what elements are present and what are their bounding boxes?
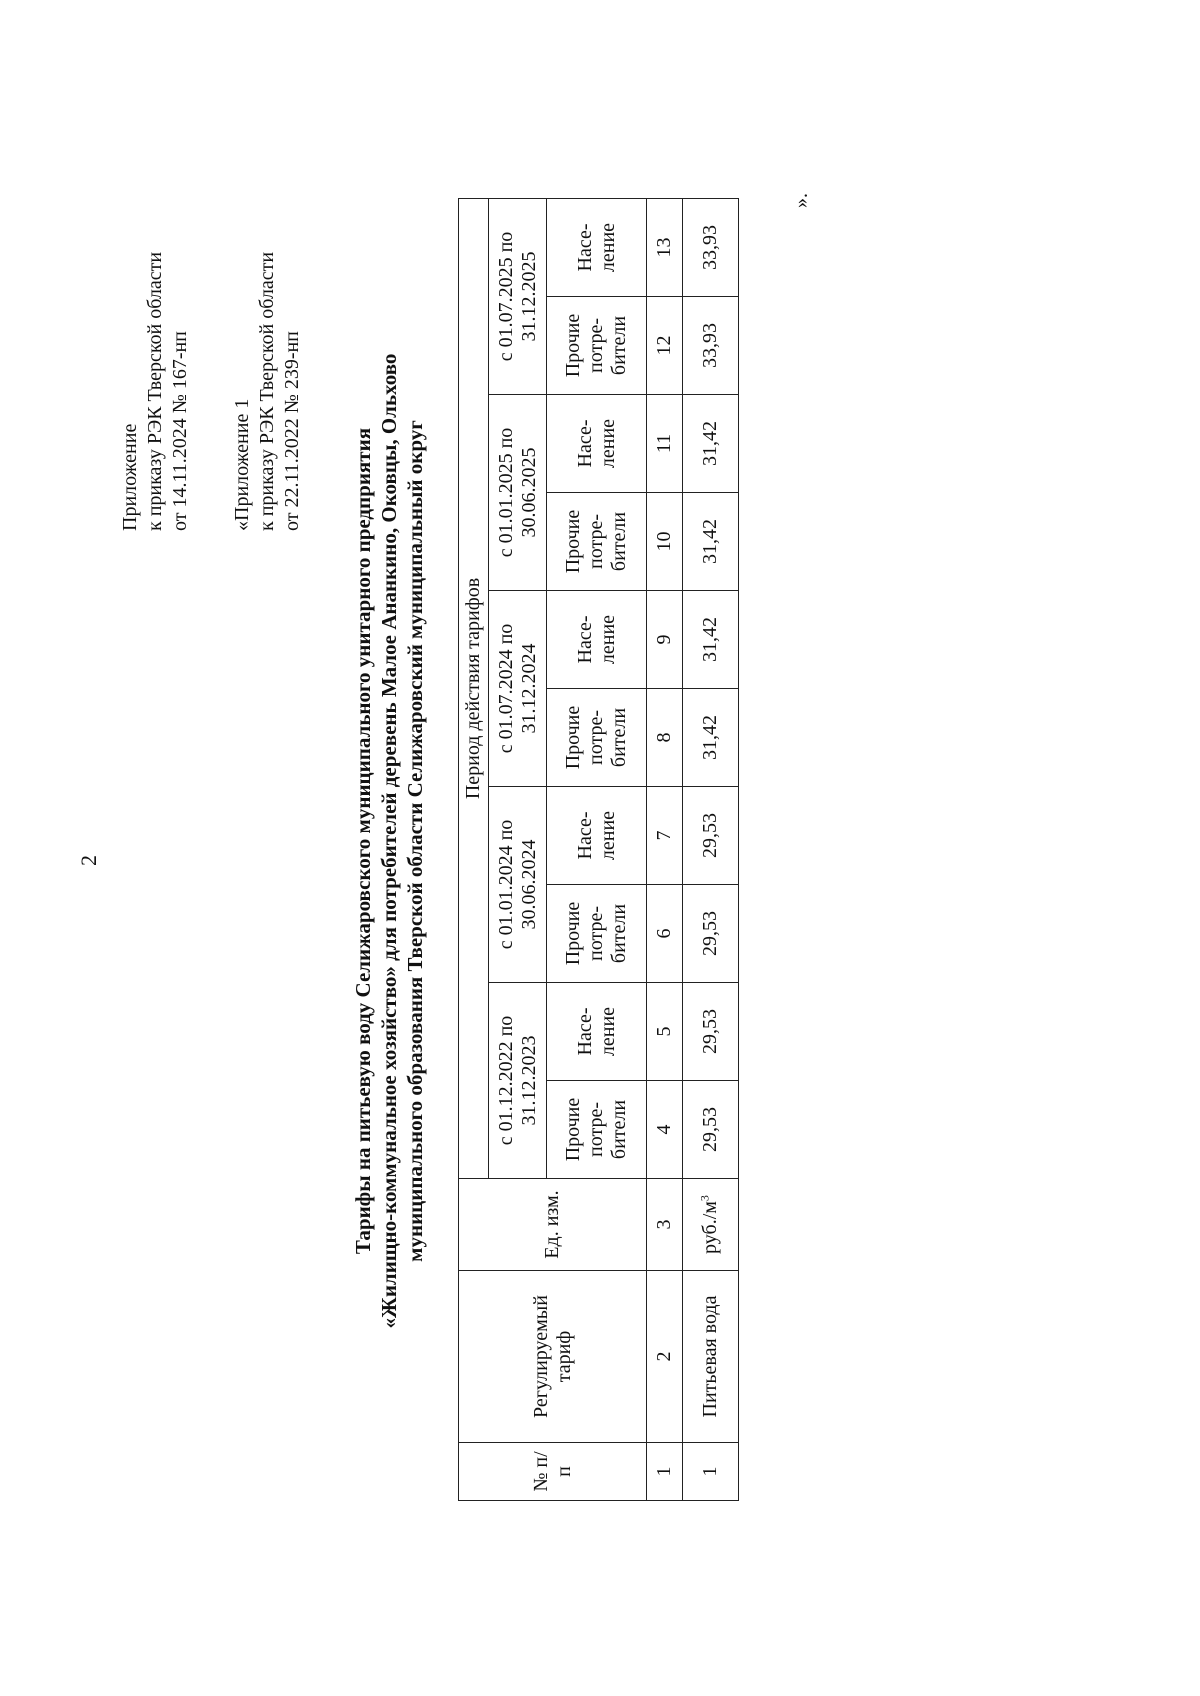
row-tariff: Питьевая вода bbox=[683, 1271, 739, 1443]
column-number: 6 bbox=[647, 885, 683, 983]
column-number: 8 bbox=[647, 689, 683, 787]
category-population: Насе-ление bbox=[547, 787, 647, 885]
tariff-value: 29,53 bbox=[683, 983, 739, 1081]
category-population: Насе-ление bbox=[547, 199, 647, 297]
appendix-line: от 22.11.2022 № 239-нп bbox=[281, 331, 303, 531]
table-row bbox=[683, 199, 739, 1501]
column-number: 1 bbox=[647, 1443, 683, 1501]
appendix-line: к приказу РЭК Тверской области bbox=[256, 251, 278, 531]
title-line: Тарифы на питьевую воду Селижаровского муниципального унитарного предприятия bbox=[351, 427, 375, 1255]
header-tariff: Регулируемый тариф bbox=[459, 1271, 647, 1443]
title-line: муниципального образования Тверской области Селижаровский муниципальный округ bbox=[403, 420, 427, 1262]
tariff-value: 33,93 bbox=[683, 297, 739, 395]
appendix-line: к приказу РЭК Тверской области bbox=[144, 251, 166, 531]
category-population: Насе-ление bbox=[547, 591, 647, 689]
column-number: 10 bbox=[647, 493, 683, 591]
appendix-line: от 14.11.2024 № 167-нп bbox=[169, 331, 191, 531]
unit-superscript: 3 bbox=[697, 1195, 712, 1202]
column-number: 9 bbox=[647, 591, 683, 689]
tariff-value: 29,53 bbox=[683, 885, 739, 983]
row-no: 1 bbox=[683, 1443, 739, 1501]
header-no: № п/п bbox=[459, 1443, 647, 1501]
appendix-header bbox=[118, 252, 193, 531]
column-number: 3 bbox=[647, 1179, 683, 1271]
row-unit bbox=[683, 1179, 739, 1271]
column-number: 7 bbox=[647, 787, 683, 885]
period-cell: с 01.01.2025 по 30.06.2025 bbox=[489, 395, 547, 591]
tariff-value: 33,93 bbox=[683, 199, 739, 297]
unit-text: руб./м bbox=[699, 1201, 721, 1254]
category-population: Насе-ление bbox=[547, 395, 647, 493]
category-other: Прочие потре-бители bbox=[547, 493, 647, 591]
category-other: Прочие потре-бители bbox=[547, 689, 647, 787]
category-other: Прочие потре-бители bbox=[547, 297, 647, 395]
period-cell: с 01.07.2025 по 31.12.2025 bbox=[489, 199, 547, 395]
tariff-value: 29,53 bbox=[683, 1081, 739, 1179]
category-other: Прочие потре-бители bbox=[547, 885, 647, 983]
column-number: 2 bbox=[647, 1271, 683, 1443]
period-cell: с 01.12.2022 по 31.12.2023 bbox=[489, 983, 547, 1179]
tariff-value: 29,53 bbox=[683, 787, 739, 885]
category-population: Насе-ление bbox=[547, 983, 647, 1081]
header-period: Период действия тарифов bbox=[459, 199, 489, 1179]
tariff-value: 31,42 bbox=[683, 493, 739, 591]
period-cell: с 01.07.2024 по 31.12.2024 bbox=[489, 591, 547, 787]
header-unit: Ед. изм. bbox=[459, 1179, 647, 1271]
tariff-value: 31,42 bbox=[683, 591, 739, 689]
period-cell: с 01.01.2024 по 30.06.2024 bbox=[489, 787, 547, 983]
category-other: Прочие потре-бители bbox=[547, 1081, 647, 1179]
appendix-line: Приложение bbox=[119, 423, 141, 531]
page-number: 2 bbox=[76, 855, 101, 866]
appendix-line: «Приложение 1 bbox=[231, 398, 253, 531]
tariff-value: 31,42 bbox=[683, 395, 739, 493]
title-line: «Жилищно-коммунальное хозяйство» для потребителей деревень Малое Ананкино, Оковцы, Ольхово bbox=[377, 353, 401, 1329]
tariff-table bbox=[458, 198, 739, 1501]
column-number: 4 bbox=[647, 1081, 683, 1179]
column-number: 13 bbox=[647, 199, 683, 297]
appendix-reference bbox=[230, 252, 305, 531]
column-number: 12 bbox=[647, 297, 683, 395]
closing-quote: ». bbox=[790, 193, 812, 208]
document-title bbox=[350, 226, 428, 1456]
tariff-value: 31,42 bbox=[683, 689, 739, 787]
column-number: 11 bbox=[647, 395, 683, 493]
column-number: 5 bbox=[647, 983, 683, 1081]
